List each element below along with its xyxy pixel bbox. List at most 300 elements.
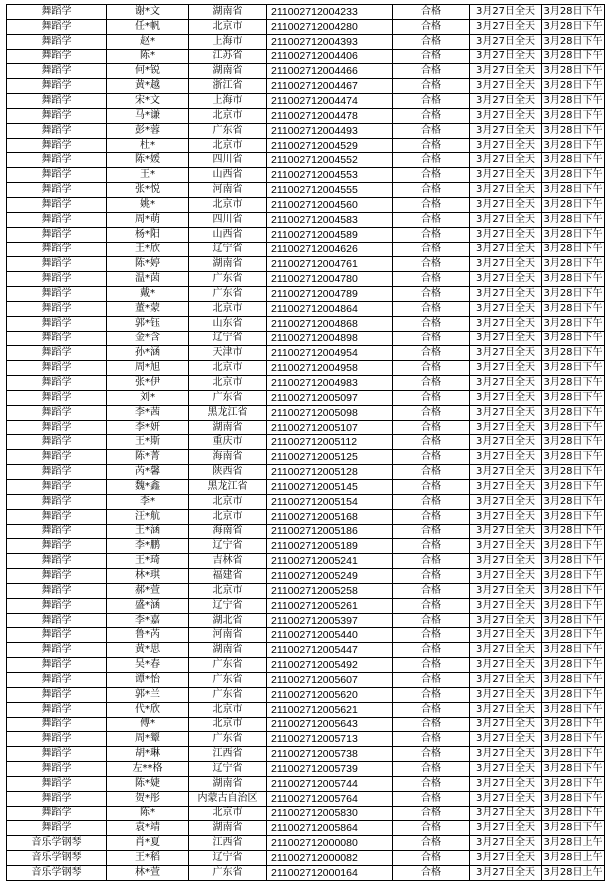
table-row xyxy=(7,19,605,34)
exam-day-cell: 3月27日全天 xyxy=(470,851,542,866)
result-cell: 合格 xyxy=(393,138,470,153)
exam-day-cell: 3月27日全天 xyxy=(470,420,542,435)
province-cell: 北京市 xyxy=(189,509,267,524)
session-cell: 3月28日下午 xyxy=(542,183,605,198)
result-cell: 合格 xyxy=(393,108,470,123)
result-cell: 合格 xyxy=(393,435,470,450)
province-cell: 上海市 xyxy=(189,34,267,49)
province-cell: 江西省 xyxy=(189,747,267,762)
result-cell: 合格 xyxy=(393,598,470,613)
table-row xyxy=(7,554,605,569)
exam-day-cell: 3月27日全天 xyxy=(470,672,542,687)
result-cell: 合格 xyxy=(393,301,470,316)
major-cell: 舞蹈学 xyxy=(7,376,107,391)
exam-id-cell: 211002712004560 xyxy=(267,197,393,212)
exam-id-cell: 211002712005241 xyxy=(267,554,393,569)
exam-day-cell: 3月27日全天 xyxy=(470,242,542,257)
major-cell: 舞蹈学 xyxy=(7,94,107,109)
name-cell: 黄*思 xyxy=(107,643,189,658)
exam-id-cell: 211002712005739 xyxy=(267,762,393,777)
exam-id-cell: 211002712004868 xyxy=(267,316,393,331)
name-cell: 陈*婷 xyxy=(107,257,189,272)
session-cell: 3月28日下午 xyxy=(542,197,605,212)
result-cell: 合格 xyxy=(393,747,470,762)
exam-day-cell: 3月27日全天 xyxy=(470,227,542,242)
exam-id-cell: 211002712005440 xyxy=(267,628,393,643)
major-cell: 舞蹈学 xyxy=(7,672,107,687)
session-cell: 3月28日下午 xyxy=(542,123,605,138)
major-cell: 舞蹈学 xyxy=(7,405,107,420)
result-cell: 合格 xyxy=(393,405,470,420)
session-cell: 3月28日下午 xyxy=(542,49,605,64)
table-row xyxy=(7,331,605,346)
exam-id-cell: 211002712005713 xyxy=(267,732,393,747)
result-cell: 合格 xyxy=(393,524,470,539)
major-cell: 舞蹈学 xyxy=(7,702,107,717)
province-cell: 湖北省 xyxy=(189,613,267,628)
table-row xyxy=(7,64,605,79)
result-cell: 合格 xyxy=(393,494,470,509)
table-row xyxy=(7,450,605,465)
exam-day-cell: 3月27日全天 xyxy=(470,554,542,569)
name-cell: 杜* xyxy=(107,138,189,153)
name-cell: 马*谦 xyxy=(107,108,189,123)
exam-day-cell: 3月27日全天 xyxy=(470,19,542,34)
exam-day-cell: 3月27日全天 xyxy=(470,108,542,123)
major-cell: 舞蹈学 xyxy=(7,272,107,287)
table-row xyxy=(7,287,605,302)
table-row xyxy=(7,183,605,198)
province-cell: 湖南省 xyxy=(189,420,267,435)
result-cell: 合格 xyxy=(393,153,470,168)
major-cell: 舞蹈学 xyxy=(7,791,107,806)
exam-id-cell: 211002712004789 xyxy=(267,287,393,302)
session-cell: 3月28日下午 xyxy=(542,658,605,673)
major-cell: 舞蹈学 xyxy=(7,49,107,64)
exam-id-cell: 211002712005145 xyxy=(267,480,393,495)
province-cell: 北京市 xyxy=(189,19,267,34)
major-cell: 舞蹈学 xyxy=(7,732,107,747)
table-row xyxy=(7,435,605,450)
table-row xyxy=(7,583,605,598)
session-cell: 3月28日下午 xyxy=(542,717,605,732)
major-cell: 舞蹈学 xyxy=(7,628,107,643)
major-cell: 舞蹈学 xyxy=(7,658,107,673)
table-row xyxy=(7,49,605,64)
session-cell: 3月28日下午 xyxy=(542,747,605,762)
exam-day-cell: 3月27日全天 xyxy=(470,791,542,806)
name-cell: 袁*靖 xyxy=(107,821,189,836)
exam-day-cell: 3月27日全天 xyxy=(470,257,542,272)
exam-id-cell: 211002712004864 xyxy=(267,301,393,316)
major-cell: 舞蹈学 xyxy=(7,316,107,331)
major-cell: 舞蹈学 xyxy=(7,569,107,584)
major-cell: 舞蹈学 xyxy=(7,717,107,732)
major-cell: 舞蹈学 xyxy=(7,34,107,49)
session-cell: 3月28日下午 xyxy=(542,19,605,34)
session-cell: 3月28日下午 xyxy=(542,331,605,346)
name-cell: 孙*涵 xyxy=(107,346,189,361)
province-cell: 四川省 xyxy=(189,153,267,168)
exam-id-cell: 211002712004626 xyxy=(267,242,393,257)
exam-id-cell: 211002712004780 xyxy=(267,272,393,287)
province-cell: 广东省 xyxy=(189,272,267,287)
name-cell: 陈*菁 xyxy=(107,450,189,465)
result-cell: 合格 xyxy=(393,331,470,346)
exam-day-cell: 3月27日全天 xyxy=(470,183,542,198)
session-cell: 3月28日下午 xyxy=(542,509,605,524)
exam-day-cell: 3月27日全天 xyxy=(470,212,542,227)
province-cell: 北京市 xyxy=(189,108,267,123)
session-cell: 3月28日下午 xyxy=(542,346,605,361)
result-cell: 合格 xyxy=(393,762,470,777)
province-cell: 湖南省 xyxy=(189,776,267,791)
major-cell: 舞蹈学 xyxy=(7,212,107,227)
province-cell: 河南省 xyxy=(189,183,267,198)
table-row xyxy=(7,539,605,554)
result-cell: 合格 xyxy=(393,242,470,257)
name-cell: 张*悦 xyxy=(107,183,189,198)
exam-day-cell: 3月27日全天 xyxy=(470,153,542,168)
exam-id-cell: 211002712004493 xyxy=(267,123,393,138)
result-cell: 合格 xyxy=(393,79,470,94)
province-cell: 湖南省 xyxy=(189,821,267,836)
exam-id-cell: 211002712004529 xyxy=(267,138,393,153)
major-cell: 舞蹈学 xyxy=(7,5,107,20)
result-cell: 合格 xyxy=(393,197,470,212)
exam-id-cell: 211002712005492 xyxy=(267,658,393,673)
result-cell: 合格 xyxy=(393,94,470,109)
name-cell: 王*涵 xyxy=(107,524,189,539)
exam-id-cell: 211002712005154 xyxy=(267,494,393,509)
major-cell: 舞蹈学 xyxy=(7,138,107,153)
exam-id-cell: 211002712005744 xyxy=(267,776,393,791)
exam-id-cell: 211002712005258 xyxy=(267,583,393,598)
exam-day-cell: 3月27日全天 xyxy=(470,494,542,509)
province-cell: 辽宁省 xyxy=(189,598,267,613)
result-cell: 合格 xyxy=(393,376,470,391)
major-cell: 舞蹈学 xyxy=(7,227,107,242)
name-cell: 姚* xyxy=(107,197,189,212)
name-cell: 周*旭 xyxy=(107,361,189,376)
exam-id-cell: 211002712004583 xyxy=(267,212,393,227)
result-cell: 合格 xyxy=(393,509,470,524)
province-cell: 江西省 xyxy=(189,836,267,851)
session-cell: 3月28日下午 xyxy=(542,168,605,183)
session-cell: 3月28日下午 xyxy=(542,821,605,836)
name-cell: 胡*琳 xyxy=(107,747,189,762)
table-row xyxy=(7,732,605,747)
result-cell: 合格 xyxy=(393,806,470,821)
exam-day-cell: 3月27日全天 xyxy=(470,435,542,450)
table-row xyxy=(7,197,605,212)
name-cell: 贺*彤 xyxy=(107,791,189,806)
name-cell: 王*欣 xyxy=(107,242,189,257)
exam-id-cell: 211002712005607 xyxy=(267,672,393,687)
exam-day-cell: 3月27日全天 xyxy=(470,613,542,628)
province-cell: 江苏省 xyxy=(189,49,267,64)
name-cell: 宋*文 xyxy=(107,94,189,109)
exam-id-cell: 211002712005738 xyxy=(267,747,393,762)
result-cell: 合格 xyxy=(393,672,470,687)
result-cell: 合格 xyxy=(393,49,470,64)
exam-day-cell: 3月27日全天 xyxy=(470,702,542,717)
name-cell: 李*妍 xyxy=(107,420,189,435)
exam-id-cell: 211002712000080 xyxy=(267,836,393,851)
result-cell: 合格 xyxy=(393,183,470,198)
name-cell: 张*伊 xyxy=(107,376,189,391)
exam-day-cell: 3月27日全天 xyxy=(470,836,542,851)
exam-day-cell: 3月27日全天 xyxy=(470,361,542,376)
table-row xyxy=(7,836,605,851)
exam-id-cell: 211002712004552 xyxy=(267,153,393,168)
exam-id-cell: 211002712004280 xyxy=(267,19,393,34)
name-cell: 盛*涵 xyxy=(107,598,189,613)
province-cell: 湖南省 xyxy=(189,643,267,658)
exam-id-cell: 211002712004958 xyxy=(267,361,393,376)
result-cell: 合格 xyxy=(393,539,470,554)
province-cell: 北京市 xyxy=(189,138,267,153)
exam-day-cell: 3月27日全天 xyxy=(470,138,542,153)
major-cell: 舞蹈学 xyxy=(7,465,107,480)
exam-id-cell: 211002712004555 xyxy=(267,183,393,198)
exam-id-cell: 211002712004761 xyxy=(267,257,393,272)
name-cell: 王* xyxy=(107,168,189,183)
province-cell: 湖南省 xyxy=(189,257,267,272)
result-cell: 合格 xyxy=(393,821,470,836)
table-row xyxy=(7,806,605,821)
session-cell: 3月28日下午 xyxy=(542,153,605,168)
name-cell: 芮*馨 xyxy=(107,465,189,480)
major-cell: 舞蹈学 xyxy=(7,762,107,777)
table-row xyxy=(7,480,605,495)
exam-day-cell: 3月27日全天 xyxy=(470,821,542,836)
table-row xyxy=(7,613,605,628)
exam-day-cell: 3月27日全天 xyxy=(470,197,542,212)
exam-day-cell: 3月27日全天 xyxy=(470,762,542,777)
name-cell: 谭*怡 xyxy=(107,672,189,687)
session-cell: 3月28日下午 xyxy=(542,79,605,94)
name-cell: 李* xyxy=(107,494,189,509)
exam-id-cell: 211002712005189 xyxy=(267,539,393,554)
province-cell: 广东省 xyxy=(189,658,267,673)
province-cell: 四川省 xyxy=(189,212,267,227)
exam-day-cell: 3月27日全天 xyxy=(470,569,542,584)
table-row xyxy=(7,301,605,316)
exam-id-cell: 211002712005620 xyxy=(267,687,393,702)
result-cell: 合格 xyxy=(393,227,470,242)
exam-id-cell: 211002712004474 xyxy=(267,94,393,109)
result-cell: 合格 xyxy=(393,19,470,34)
name-cell: 温*茵 xyxy=(107,272,189,287)
exam-id-cell: 211002712005643 xyxy=(267,717,393,732)
exam-id-cell: 211002712005112 xyxy=(267,435,393,450)
session-cell: 3月28日下午 xyxy=(542,583,605,598)
session-cell: 3月28日下午 xyxy=(542,376,605,391)
table-row xyxy=(7,747,605,762)
major-cell: 舞蹈学 xyxy=(7,390,107,405)
major-cell: 舞蹈学 xyxy=(7,64,107,79)
exam-day-cell: 3月27日全天 xyxy=(470,539,542,554)
province-cell: 湖南省 xyxy=(189,64,267,79)
name-cell: 谢*文 xyxy=(107,5,189,20)
name-cell: 黄*越 xyxy=(107,79,189,94)
province-cell: 北京市 xyxy=(189,197,267,212)
session-cell: 3月28日下午 xyxy=(542,465,605,480)
table-row xyxy=(7,658,605,673)
name-cell: 刘* xyxy=(107,390,189,405)
table-row xyxy=(7,5,605,20)
exam-day-cell: 3月27日全天 xyxy=(470,5,542,20)
exam-id-cell: 211002712004467 xyxy=(267,79,393,94)
exam-day-cell: 3月27日全天 xyxy=(470,287,542,302)
province-cell: 湖南省 xyxy=(189,5,267,20)
exam-day-cell: 3月27日全天 xyxy=(470,79,542,94)
major-cell: 舞蹈学 xyxy=(7,776,107,791)
result-cell: 合格 xyxy=(393,361,470,376)
exam-id-cell: 211002712005397 xyxy=(267,613,393,628)
table-row xyxy=(7,390,605,405)
session-cell: 3月28日下午 xyxy=(542,212,605,227)
major-cell: 舞蹈学 xyxy=(7,687,107,702)
result-cell: 合格 xyxy=(393,34,470,49)
province-cell: 北京市 xyxy=(189,702,267,717)
session-cell: 3月28日下午 xyxy=(542,702,605,717)
name-cell: 魏*鑫 xyxy=(107,480,189,495)
province-cell: 北京市 xyxy=(189,301,267,316)
name-cell: 杨*阳 xyxy=(107,227,189,242)
major-cell: 舞蹈学 xyxy=(7,331,107,346)
result-cell: 合格 xyxy=(393,390,470,405)
major-cell: 舞蹈学 xyxy=(7,346,107,361)
major-cell: 舞蹈学 xyxy=(7,598,107,613)
major-cell: 舞蹈学 xyxy=(7,153,107,168)
table-row xyxy=(7,79,605,94)
province-cell: 广东省 xyxy=(189,672,267,687)
exam-id-cell: 211002712005168 xyxy=(267,509,393,524)
table-row xyxy=(7,168,605,183)
table-row xyxy=(7,346,605,361)
exam-day-cell: 3月27日全天 xyxy=(470,747,542,762)
name-cell: 彭*蓉 xyxy=(107,123,189,138)
name-cell: 吴*春 xyxy=(107,658,189,673)
name-cell: 李*嘉 xyxy=(107,613,189,628)
province-cell: 吉林省 xyxy=(189,554,267,569)
major-cell: 舞蹈学 xyxy=(7,79,107,94)
exam-id-cell: 211002712000082 xyxy=(267,851,393,866)
exam-day-cell: 3月27日全天 xyxy=(470,64,542,79)
session-cell: 3月28日下午 xyxy=(542,272,605,287)
session-cell: 3月28日下午 xyxy=(542,762,605,777)
session-cell: 3月28日下午 xyxy=(542,361,605,376)
name-cell: 林*琪 xyxy=(107,569,189,584)
exam-id-cell: 211002712005186 xyxy=(267,524,393,539)
result-cell: 合格 xyxy=(393,123,470,138)
exam-id-cell: 211002712005447 xyxy=(267,643,393,658)
result-cell: 合格 xyxy=(393,257,470,272)
province-cell: 北京市 xyxy=(189,361,267,376)
exam-day-cell: 3月27日全天 xyxy=(470,658,542,673)
province-cell: 广东省 xyxy=(189,687,267,702)
major-cell: 舞蹈学 xyxy=(7,435,107,450)
table-row xyxy=(7,108,605,123)
result-cell: 合格 xyxy=(393,613,470,628)
session-cell: 3月28日下午 xyxy=(542,569,605,584)
province-cell: 内蒙古自治区 xyxy=(189,791,267,806)
major-cell: 音乐学钢琴 xyxy=(7,836,107,851)
session-cell: 3月28日下午 xyxy=(542,227,605,242)
province-cell: 北京市 xyxy=(189,806,267,821)
result-cell: 合格 xyxy=(393,628,470,643)
province-cell: 广东省 xyxy=(189,732,267,747)
result-cell: 合格 xyxy=(393,480,470,495)
name-cell: 李*鹏 xyxy=(107,539,189,554)
name-cell: 郭*钰 xyxy=(107,316,189,331)
name-cell: 郝*萱 xyxy=(107,583,189,598)
province-cell: 海南省 xyxy=(189,450,267,465)
table-row xyxy=(7,702,605,717)
session-cell: 3月28日下午 xyxy=(542,554,605,569)
name-cell: 陈* xyxy=(107,806,189,821)
exam-day-cell: 3月27日全天 xyxy=(470,776,542,791)
result-cell: 合格 xyxy=(393,168,470,183)
session-cell: 3月28日下午 xyxy=(542,138,605,153)
exam-id-cell: 211002712005830 xyxy=(267,806,393,821)
session-cell: 3月28日下午 xyxy=(542,34,605,49)
major-cell: 舞蹈学 xyxy=(7,108,107,123)
name-cell: 董*蒙 xyxy=(107,301,189,316)
table-row xyxy=(7,762,605,777)
major-cell: 舞蹈学 xyxy=(7,287,107,302)
table-row xyxy=(7,598,605,613)
session-cell: 3月28日下午 xyxy=(542,435,605,450)
table-row xyxy=(7,569,605,584)
province-cell: 辽宁省 xyxy=(189,762,267,777)
province-cell: 广东省 xyxy=(189,287,267,302)
exam-day-cell: 3月27日全天 xyxy=(470,405,542,420)
major-cell: 舞蹈学 xyxy=(7,168,107,183)
result-cell: 合格 xyxy=(393,420,470,435)
exam-id-cell: 211002712005097 xyxy=(267,390,393,405)
exam-id-cell: 211002712005128 xyxy=(267,465,393,480)
exam-day-cell: 3月27日全天 xyxy=(470,583,542,598)
table-row xyxy=(7,153,605,168)
province-cell: 陕西省 xyxy=(189,465,267,480)
result-cell: 合格 xyxy=(393,316,470,331)
province-cell: 北京市 xyxy=(189,494,267,509)
table-row xyxy=(7,257,605,272)
province-cell: 广东省 xyxy=(189,390,267,405)
major-cell: 舞蹈学 xyxy=(7,242,107,257)
exam-id-cell: 211002712004589 xyxy=(267,227,393,242)
exam-day-cell: 3月27日全天 xyxy=(470,628,542,643)
major-cell: 舞蹈学 xyxy=(7,747,107,762)
province-cell: 北京市 xyxy=(189,583,267,598)
major-cell: 舞蹈学 xyxy=(7,19,107,34)
name-cell: 左**格 xyxy=(107,762,189,777)
table-row xyxy=(7,405,605,420)
result-cell: 合格 xyxy=(393,717,470,732)
exam-id-cell: 211002712000164 xyxy=(267,865,393,880)
session-cell: 3月28日下午 xyxy=(542,806,605,821)
exam-id-cell: 211002712004466 xyxy=(267,64,393,79)
exam-day-cell: 3月27日全天 xyxy=(470,465,542,480)
table-row xyxy=(7,242,605,257)
exam-id-cell: 211002712005261 xyxy=(267,598,393,613)
major-cell: 音乐学钢琴 xyxy=(7,851,107,866)
table-row xyxy=(7,643,605,658)
result-cell: 合格 xyxy=(393,272,470,287)
